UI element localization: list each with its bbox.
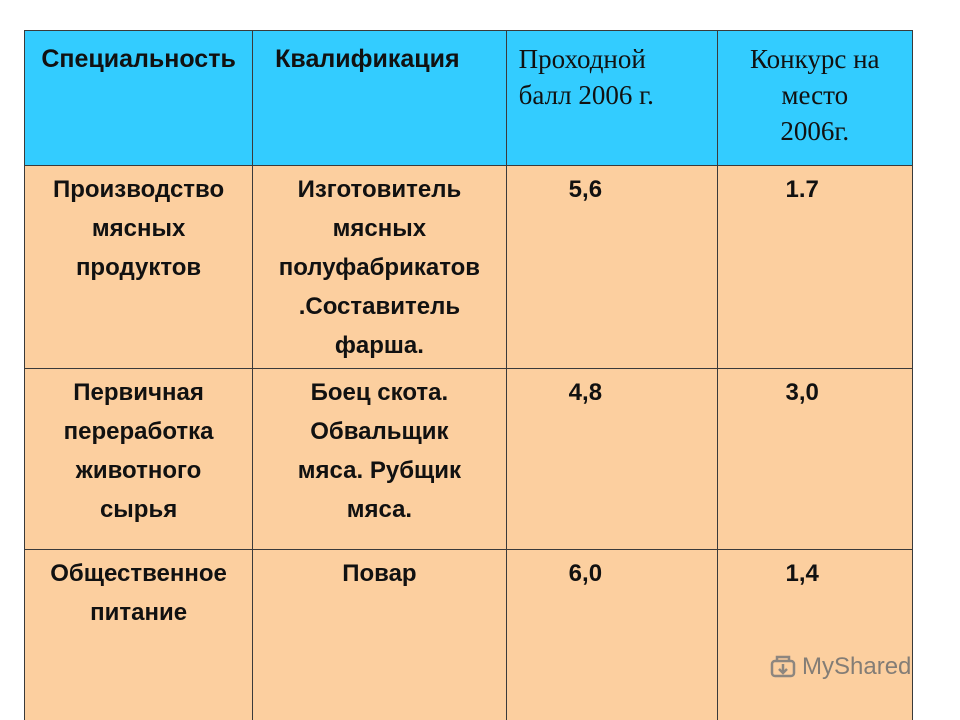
cell-qualification-line: мясных (332, 215, 427, 242)
cell-qualification-line: фарша. (334, 332, 424, 359)
cell-speciality-line: продуктов (75, 254, 202, 281)
cell-qualification-line: .Составитель (298, 293, 461, 320)
cell-speciality-line: питание (90, 599, 188, 626)
table-row (25, 550, 913, 720)
cell-qualification-line: Боец скота. (310, 379, 449, 406)
cell-qualification-line: Изготовитель (297, 176, 462, 203)
myshared-watermark-text: MyShared (802, 653, 912, 680)
header-competition-line-1: Конкурс на (749, 44, 880, 74)
cell-qualification (253, 166, 507, 369)
header-passing-score-line-1: Проходной (518, 44, 646, 74)
cell-speciality-line: переработка (63, 418, 214, 445)
cell-speciality-line: Первичная (73, 379, 204, 406)
cell-qualification (253, 369, 507, 550)
cell-score-value: 5,6 (568, 176, 603, 203)
cell-competition (717, 369, 913, 550)
cell-score (506, 369, 717, 550)
cell-score (506, 550, 717, 720)
cell-speciality-line: сырья (99, 496, 178, 523)
header-speciality (25, 31, 253, 166)
cell-score (506, 166, 717, 369)
cell-score-value: 6,0 (568, 560, 603, 587)
cell-speciality-line: животного (75, 457, 202, 484)
cell-speciality (25, 369, 253, 550)
cell-qualification (253, 550, 507, 720)
table-row (25, 369, 913, 550)
cell-competition-value: 3,0 (785, 379, 819, 406)
table-header-row (25, 31, 913, 166)
myshared-logo-icon (768, 652, 798, 682)
cell-speciality (25, 550, 253, 720)
cell-competition-value: 1,4 (785, 560, 819, 587)
cell-qualification-line: мяса. (346, 496, 413, 523)
cell-competition (717, 166, 913, 369)
admission-table (24, 30, 913, 720)
cell-speciality (25, 166, 253, 369)
header-speciality-text: Специальность (41, 45, 236, 73)
cell-speciality-line: Общественное (50, 560, 227, 587)
table-row (25, 166, 913, 369)
cell-qualification-line: мяса. Рубщик (297, 457, 462, 484)
header-qualification-text: Квалификация (275, 45, 460, 73)
cell-score-value: 4,8 (568, 379, 603, 406)
cell-speciality-line: Производство (52, 176, 225, 203)
header-passing-score-line-2: балл 2006 г. (518, 80, 654, 110)
header-competition-line-3: 2006г. (780, 116, 850, 146)
cell-competition-value: 1.7 (785, 176, 819, 203)
header-competition-line-2: место (781, 80, 849, 110)
header-competition (717, 31, 913, 166)
myshared-watermark (768, 652, 911, 682)
cell-competition (717, 550, 913, 720)
header-qualification (253, 31, 507, 166)
header-passing-score (506, 31, 717, 166)
cell-qualification-line: Повар (342, 560, 417, 587)
cell-qualification-line: Обвальщик (310, 418, 449, 445)
cell-speciality-line: мясных (91, 215, 186, 242)
cell-qualification-line: полуфабрикатов (278, 254, 481, 281)
